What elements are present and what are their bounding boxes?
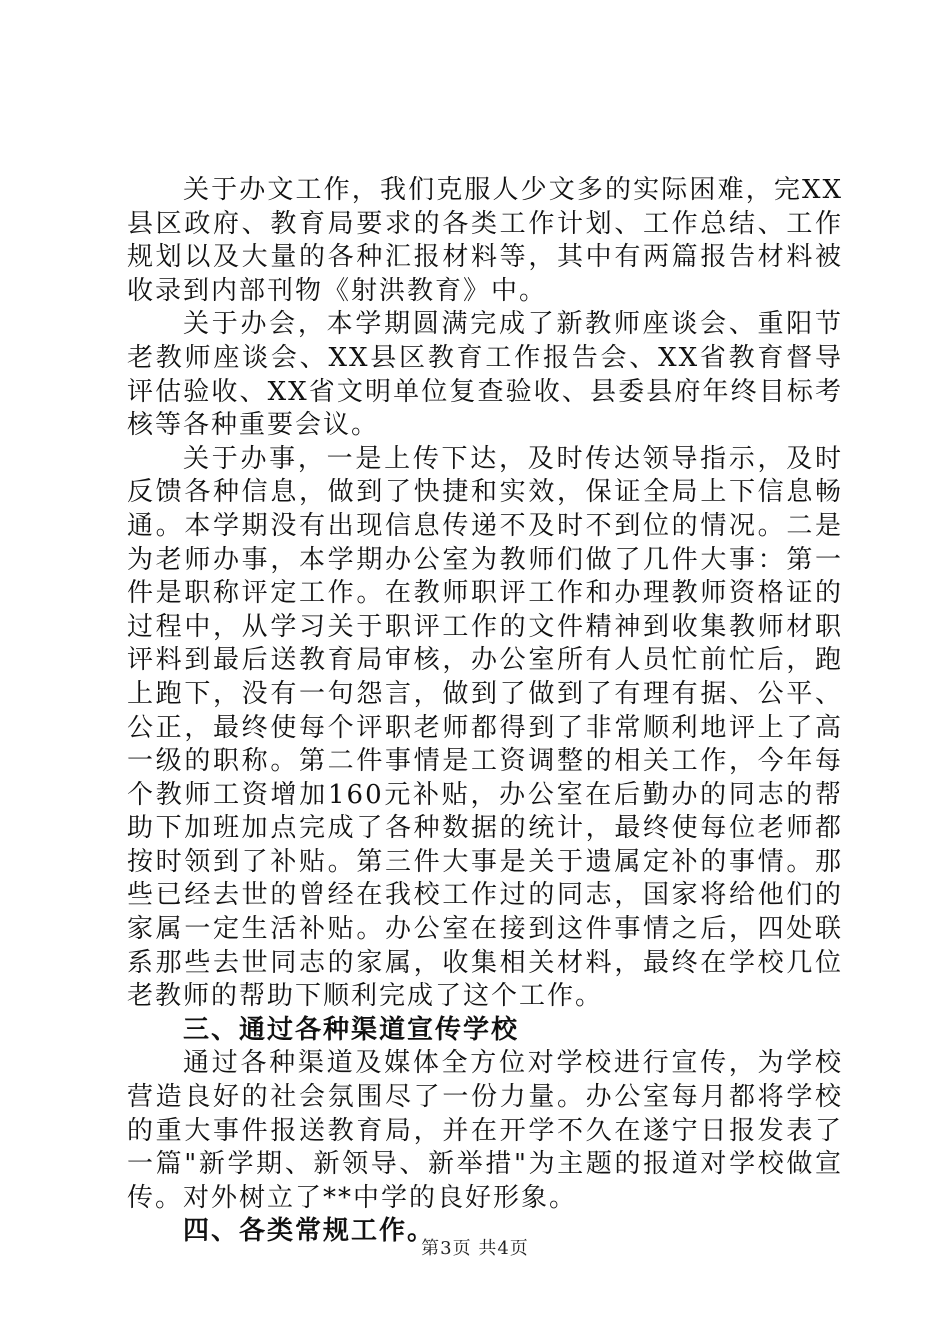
document-body xyxy=(127,174,843,1249)
paragraph-affairs: 关于办事，一是上传下达，及时传达领导指示，及时反馈各种信息，做到了快捷和实效，保证全局上下信息畅通。本学期没有出现信息传递不及时不到位的情况。二是为老师办事，本学期办公室为教师们做了几件大事：第一件是职称评定工作。在教师职评工作和办理教师资格证的过程中，从学习关于职评工作的文件精神到收集教师材职评料到最后送教育局审核，办公室所有人员忙前忙后，跑上跑下，没有一句怨言，做到了做到了有理有据、公平、公正，最终使每个评职老师都得到了非常顺利地评上了高一级的职称。第二件事情是工资调整的相关工作，今年每个教师工资增加160元补贴，办公室在后勤办的同志的帮助下加班加点完成了各种数据的统计，最终使每位老师都按时领到了补贴。第三件大事是关于遗属定补的事情。那些已经去世的曾经在我校工作过的同志，国家将给他们的家属一定生活补贴。办公室在接到这件事情之后，四处联系那些去世同志的家属，收集相关材料，最终在学校几位老教师的帮助下顺利完成了这个工作。 xyxy=(127,443,843,1012)
paragraph-meetings: 关于办会，本学期圆满完成了新教师座谈会、重阳节老教师座谈会、XX县区教育工作报告会、XX省教育督导评估验收、XX省文明单位复查验收、县委县府年终目标考核等各种重要会议。 xyxy=(127,309,843,441)
section-heading-publicity: 三、通过各种渠道宣传学校 xyxy=(183,1014,520,1045)
section-heading-routine-work: 四、各类常规工作。 xyxy=(183,1216,436,1247)
page-number-footer: 第3页 共4页 xyxy=(421,1238,529,1259)
paragraph-office-writing: 关于办文工作，我们克服人少文多的实际困难，完XX县区政府、教育局要求的各类工作计划、工作总结、工作规划以及大量的各种汇报材料等，其中有两篇报告材料被收录到内部刊物《射洪教育》中。 xyxy=(127,175,843,306)
paragraph-publicity: 通过各种渠道及媒体全方位对学校进行宣传，为学校营造良好的社会氛围尽了一份力量。办公室每月都将学校的重大事件报送教育局，并在开学不久在遂宁日报发表了一篇"新学期、新领导、新举措"为主题的报道对学校做宣传。对外树立了**中学的良好形象。 xyxy=(127,1048,843,1213)
